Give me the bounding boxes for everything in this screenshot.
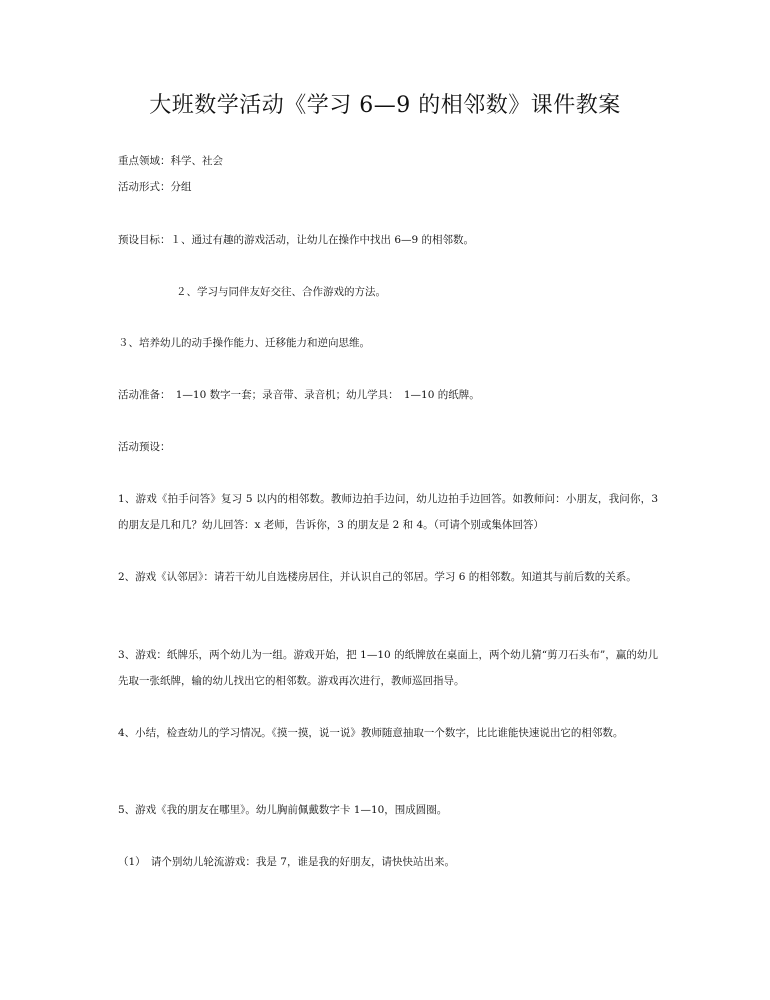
step-3-paragraph: 3、游戏：纸牌乐，两个幼儿为一组。游戏开始，把 1—10 的纸牌放在桌面上，两个幼儿猜“剪刀石头布”，赢的幼儿先取一张纸牌，输的幼儿找出它的相邻数。游戏再次进行，教师巡回指导。 xyxy=(118,649,658,687)
page-title: 大班数学活动《学习 6—9 的相邻数》课件教案 xyxy=(149,93,621,118)
step-5-1-line: （1） 请个别幼儿轮流游戏：我是 7，谁是我的好朋友，请快快站出来。 xyxy=(118,856,455,868)
step-1-paragraph: 1、游戏《拍手问答》复习 5 以内的相邻数。教师边拍手边问，幼儿边拍手边回答。如教师问：小朋友，我问你，3 的朋友是几和几？幼儿回答：x 老师，告诉你，3 的朋友是 2 和 4。（可请个别或集体回答） xyxy=(118,493,658,531)
goal-2-line: ２、学习与同伴友好交往、合作游戏的方法。 xyxy=(176,286,386,298)
activity-form-line: 活动形式：分组 xyxy=(118,181,192,193)
step-5-line: 5、游戏《我的朋友在哪里》。幼儿胸前佩戴数字卡 1—10，围成圆圈。 xyxy=(118,804,448,816)
step-2-paragraph: 2、游戏《认邻居》：请若干幼儿自选楼房居住，并认识自己的邻居。学习 6 的相邻数。知道其与前后数的关系。 xyxy=(118,571,637,583)
preparation-line: 活动准备： 1—10 数字一套；录音带、录音机；幼儿学具： 1—10 的纸牌。 xyxy=(118,389,480,401)
process-heading: 活动预设： xyxy=(118,441,171,453)
goal-3-line: ３、培养幼儿的动手操作能力、迁移能力和逆向思维。 xyxy=(118,337,370,349)
step-4-paragraph: 4、小结，检查幼儿的学习情况。《摸一摸，说一说》教师随意抽取一个数字，比比谁能快速说出它的相邻数。 xyxy=(118,727,624,739)
goal-1-line: 预设目标：１、通过有趣的游戏活动，让幼儿在操作中找出 6—9 的相邻数。 xyxy=(118,234,475,246)
focus-field-line: 重点领域：科学、社会 xyxy=(118,155,223,167)
